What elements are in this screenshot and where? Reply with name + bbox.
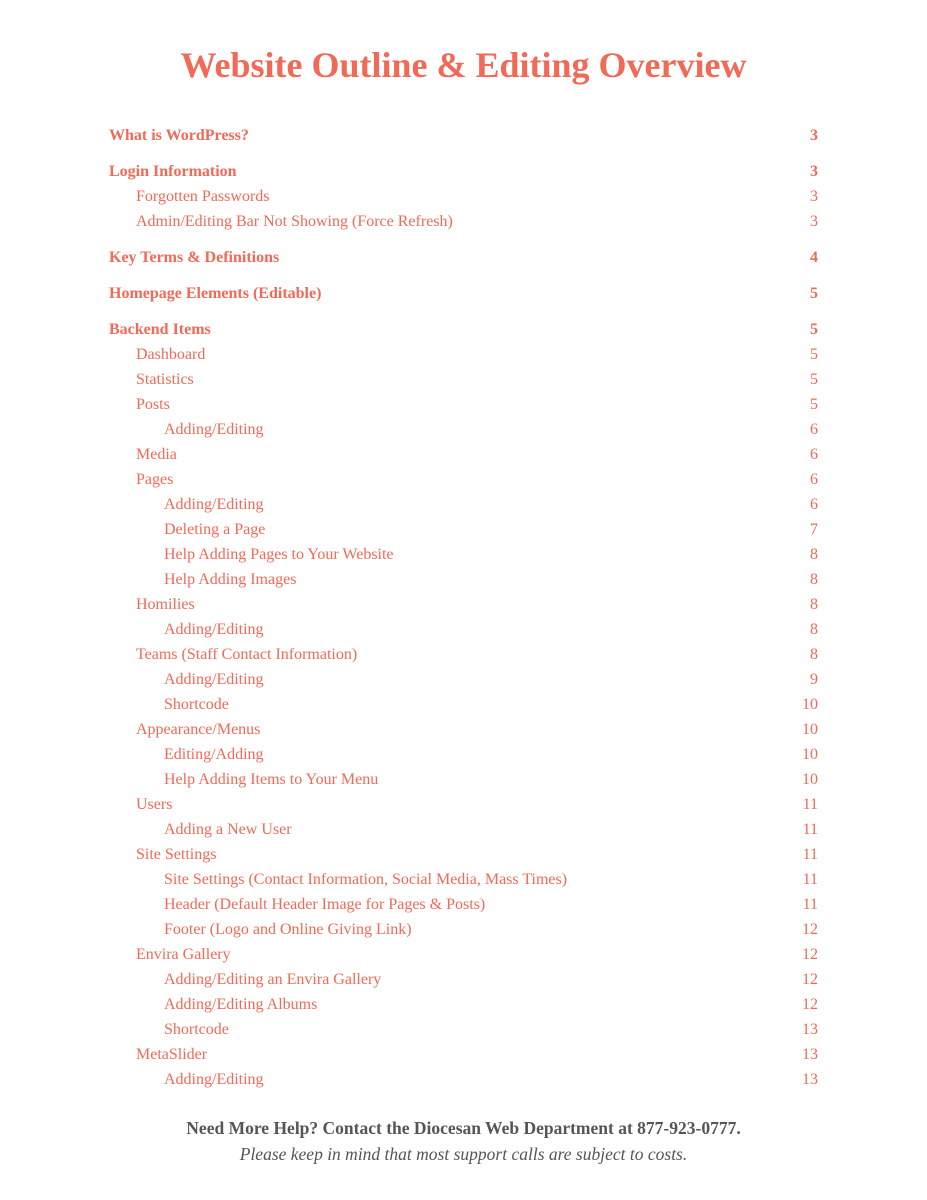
toc-entry[interactable] [109, 184, 818, 209]
toc-entry-page-number: 12 [802, 996, 818, 1013]
toc-entry-page-number: 9 [810, 671, 818, 688]
toc-entry-label: Footer (Logo and Online Giving Link) [164, 921, 412, 938]
toc-entry-page-number: 7 [810, 521, 818, 538]
toc-entry-page-number: 12 [802, 946, 818, 963]
toc-entry[interactable] [109, 792, 818, 817]
toc-entry-page-number: 5 [810, 396, 818, 413]
document-title: Website Outline & Editing Overview [180, 45, 747, 85]
toc-entry-label: MetaSlider [136, 1046, 208, 1063]
footer-note: Please keep in mind that most support calls are subject to costs. [239, 1144, 688, 1164]
toc-entry[interactable] [109, 692, 818, 717]
toc-entry-page-number: 10 [802, 746, 818, 763]
toc-entry[interactable] [109, 209, 818, 234]
toc-entry-label: What is WordPress? [109, 127, 249, 144]
toc-entry-page-number: 3 [810, 188, 818, 205]
toc-entry-label: Adding/Editing [164, 496, 264, 513]
toc-entry[interactable] [109, 123, 818, 148]
toc-entry-page-number: 8 [810, 596, 818, 613]
toc-entry-page-number: 13 [802, 1021, 818, 1038]
toc-entry[interactable] [109, 942, 818, 967]
toc-entry-label: Envira Gallery [136, 946, 231, 963]
toc-entry[interactable] [109, 317, 818, 342]
toc-entry-page-number: 11 [802, 796, 818, 813]
toc-entry-label: Key Terms & Definitions [109, 249, 280, 266]
toc-entry-label: Adding/Editing Albums [164, 996, 318, 1013]
toc-entry[interactable] [109, 492, 818, 517]
toc-entry-label: Forgotten Passwords [136, 188, 270, 205]
toc-entry-label: Adding a New User [164, 821, 292, 838]
toc-entry-label: Shortcode [164, 1021, 229, 1038]
toc-entry-page-number: 13 [802, 1071, 818, 1088]
toc-entry-label: Help Adding Items to Your Menu [164, 771, 379, 788]
toc-entry[interactable] [109, 992, 818, 1017]
toc-entry[interactable] [109, 742, 818, 767]
toc-entry-label: Adding/Editing [164, 671, 264, 688]
toc-entry-page-number: 6 [810, 421, 818, 438]
toc-entry[interactable] [109, 467, 818, 492]
toc-entry[interactable] [109, 1017, 818, 1042]
toc-entry[interactable] [109, 1067, 818, 1092]
toc-entry-page-number: 5 [810, 346, 818, 363]
footer-help-text: Need More Help? Contact the Diocesan Web Department at 877-923-0777. [186, 1118, 741, 1138]
toc-entry-page-number: 11 [802, 871, 818, 888]
toc-entry[interactable] [109, 717, 818, 742]
toc-entry-page-number: 4 [810, 249, 818, 266]
toc-entry-label: Admin/Editing Bar Not Showing (Force Refresh) [136, 213, 453, 230]
toc-entry[interactable] [109, 367, 818, 392]
toc-entry-label: Backend Items [109, 321, 211, 338]
toc-entry-page-number: 8 [810, 646, 818, 663]
toc-entry[interactable] [109, 281, 818, 306]
toc-entry[interactable] [109, 842, 818, 867]
table-of-contents [109, 123, 818, 1092]
toc-entry-label: Users [136, 796, 173, 813]
toc-entry[interactable] [109, 767, 818, 792]
toc-entry-label: Pages [136, 471, 174, 488]
toc-entry-page-number: 11 [802, 821, 818, 838]
toc-entry-label: Dashboard [136, 346, 206, 363]
toc-entry-label: Site Settings (Contact Information, Social Media, Mass Times) [164, 871, 568, 888]
toc-entry-page-number: 8 [810, 621, 818, 638]
toc-entry-page-number: 10 [802, 696, 818, 713]
toc-entry-page-number: 11 [802, 846, 818, 863]
toc-entry-label: Adding/Editing [164, 421, 264, 438]
toc-entry[interactable] [109, 517, 818, 542]
toc-entry-page-number: 8 [810, 546, 818, 563]
toc-entry-label: Help Adding Pages to Your Website [164, 546, 394, 563]
toc-entry-page-number: 5 [810, 285, 818, 302]
toc-entry-page-number: 3 [810, 213, 818, 230]
toc-entry-label: Deleting a Page [164, 521, 266, 538]
toc-entry-page-number: 10 [802, 771, 818, 788]
toc-entry-label: Header (Default Header Image for Pages & Posts) [164, 896, 486, 913]
toc-entry[interactable] [109, 417, 818, 442]
toc-entry-label: Homepage Elements (Editable) [109, 285, 322, 302]
toc-entry-page-number: 3 [810, 163, 818, 180]
toc-entry[interactable] [109, 817, 818, 842]
toc-entry-label: Help Adding Images [164, 571, 297, 588]
toc-entry-label: Statistics [136, 371, 194, 388]
toc-entry[interactable] [109, 667, 818, 692]
toc-entry-label: Adding/Editing an Envira Gallery [164, 971, 382, 988]
toc-entry-label: Appearance/Menus [136, 721, 261, 738]
toc-entry-page-number: 10 [802, 721, 818, 738]
toc-entry-label: Adding/Editing [164, 1071, 264, 1088]
toc-entry[interactable] [109, 967, 818, 992]
toc-entry[interactable] [109, 567, 818, 592]
toc-entry-label: Site Settings [136, 846, 217, 863]
footer [0, 1115, 927, 1167]
toc-entry-page-number: 5 [810, 371, 818, 388]
toc-entry-label: Media [136, 446, 177, 463]
toc-entry-label: Adding/Editing [164, 621, 264, 638]
toc-entry[interactable] [109, 642, 818, 667]
toc-entry-page-number: 11 [802, 896, 818, 913]
toc-entry-page-number: 5 [810, 321, 818, 338]
toc-entry-label: Homilies [136, 596, 195, 613]
toc-entry[interactable] [109, 592, 818, 617]
toc-entry[interactable] [109, 442, 818, 467]
toc-entry-label: Shortcode [164, 696, 229, 713]
toc-entry-label: Login Information [109, 163, 237, 180]
toc-entry[interactable] [109, 159, 818, 184]
toc-entry-page-number: 8 [810, 571, 818, 588]
toc-entry-label: Editing/Adding [164, 746, 264, 763]
toc-entry[interactable] [109, 542, 818, 567]
toc-entry-page-number: 12 [802, 971, 818, 988]
toc-entry[interactable] [109, 245, 818, 270]
toc-entry[interactable] [109, 917, 818, 942]
toc-entry-page-number: 6 [810, 496, 818, 513]
toc-entry[interactable] [109, 342, 818, 367]
toc-entry-page-number: 13 [802, 1046, 818, 1063]
toc-entry-label: Teams (Staff Contact Information) [136, 646, 358, 663]
toc-entry[interactable] [109, 1042, 818, 1067]
toc-entry-page-number: 6 [810, 471, 818, 488]
toc-entry-page-number: 3 [810, 127, 818, 144]
toc-entry-label: Posts [136, 396, 170, 413]
toc-entry-page-number: 6 [810, 446, 818, 463]
toc-entry[interactable] [109, 392, 818, 417]
toc-entry-page-number: 12 [802, 921, 818, 938]
toc-entry[interactable] [109, 892, 818, 917]
toc-entry[interactable] [109, 617, 818, 642]
toc-entry[interactable] [109, 867, 818, 892]
